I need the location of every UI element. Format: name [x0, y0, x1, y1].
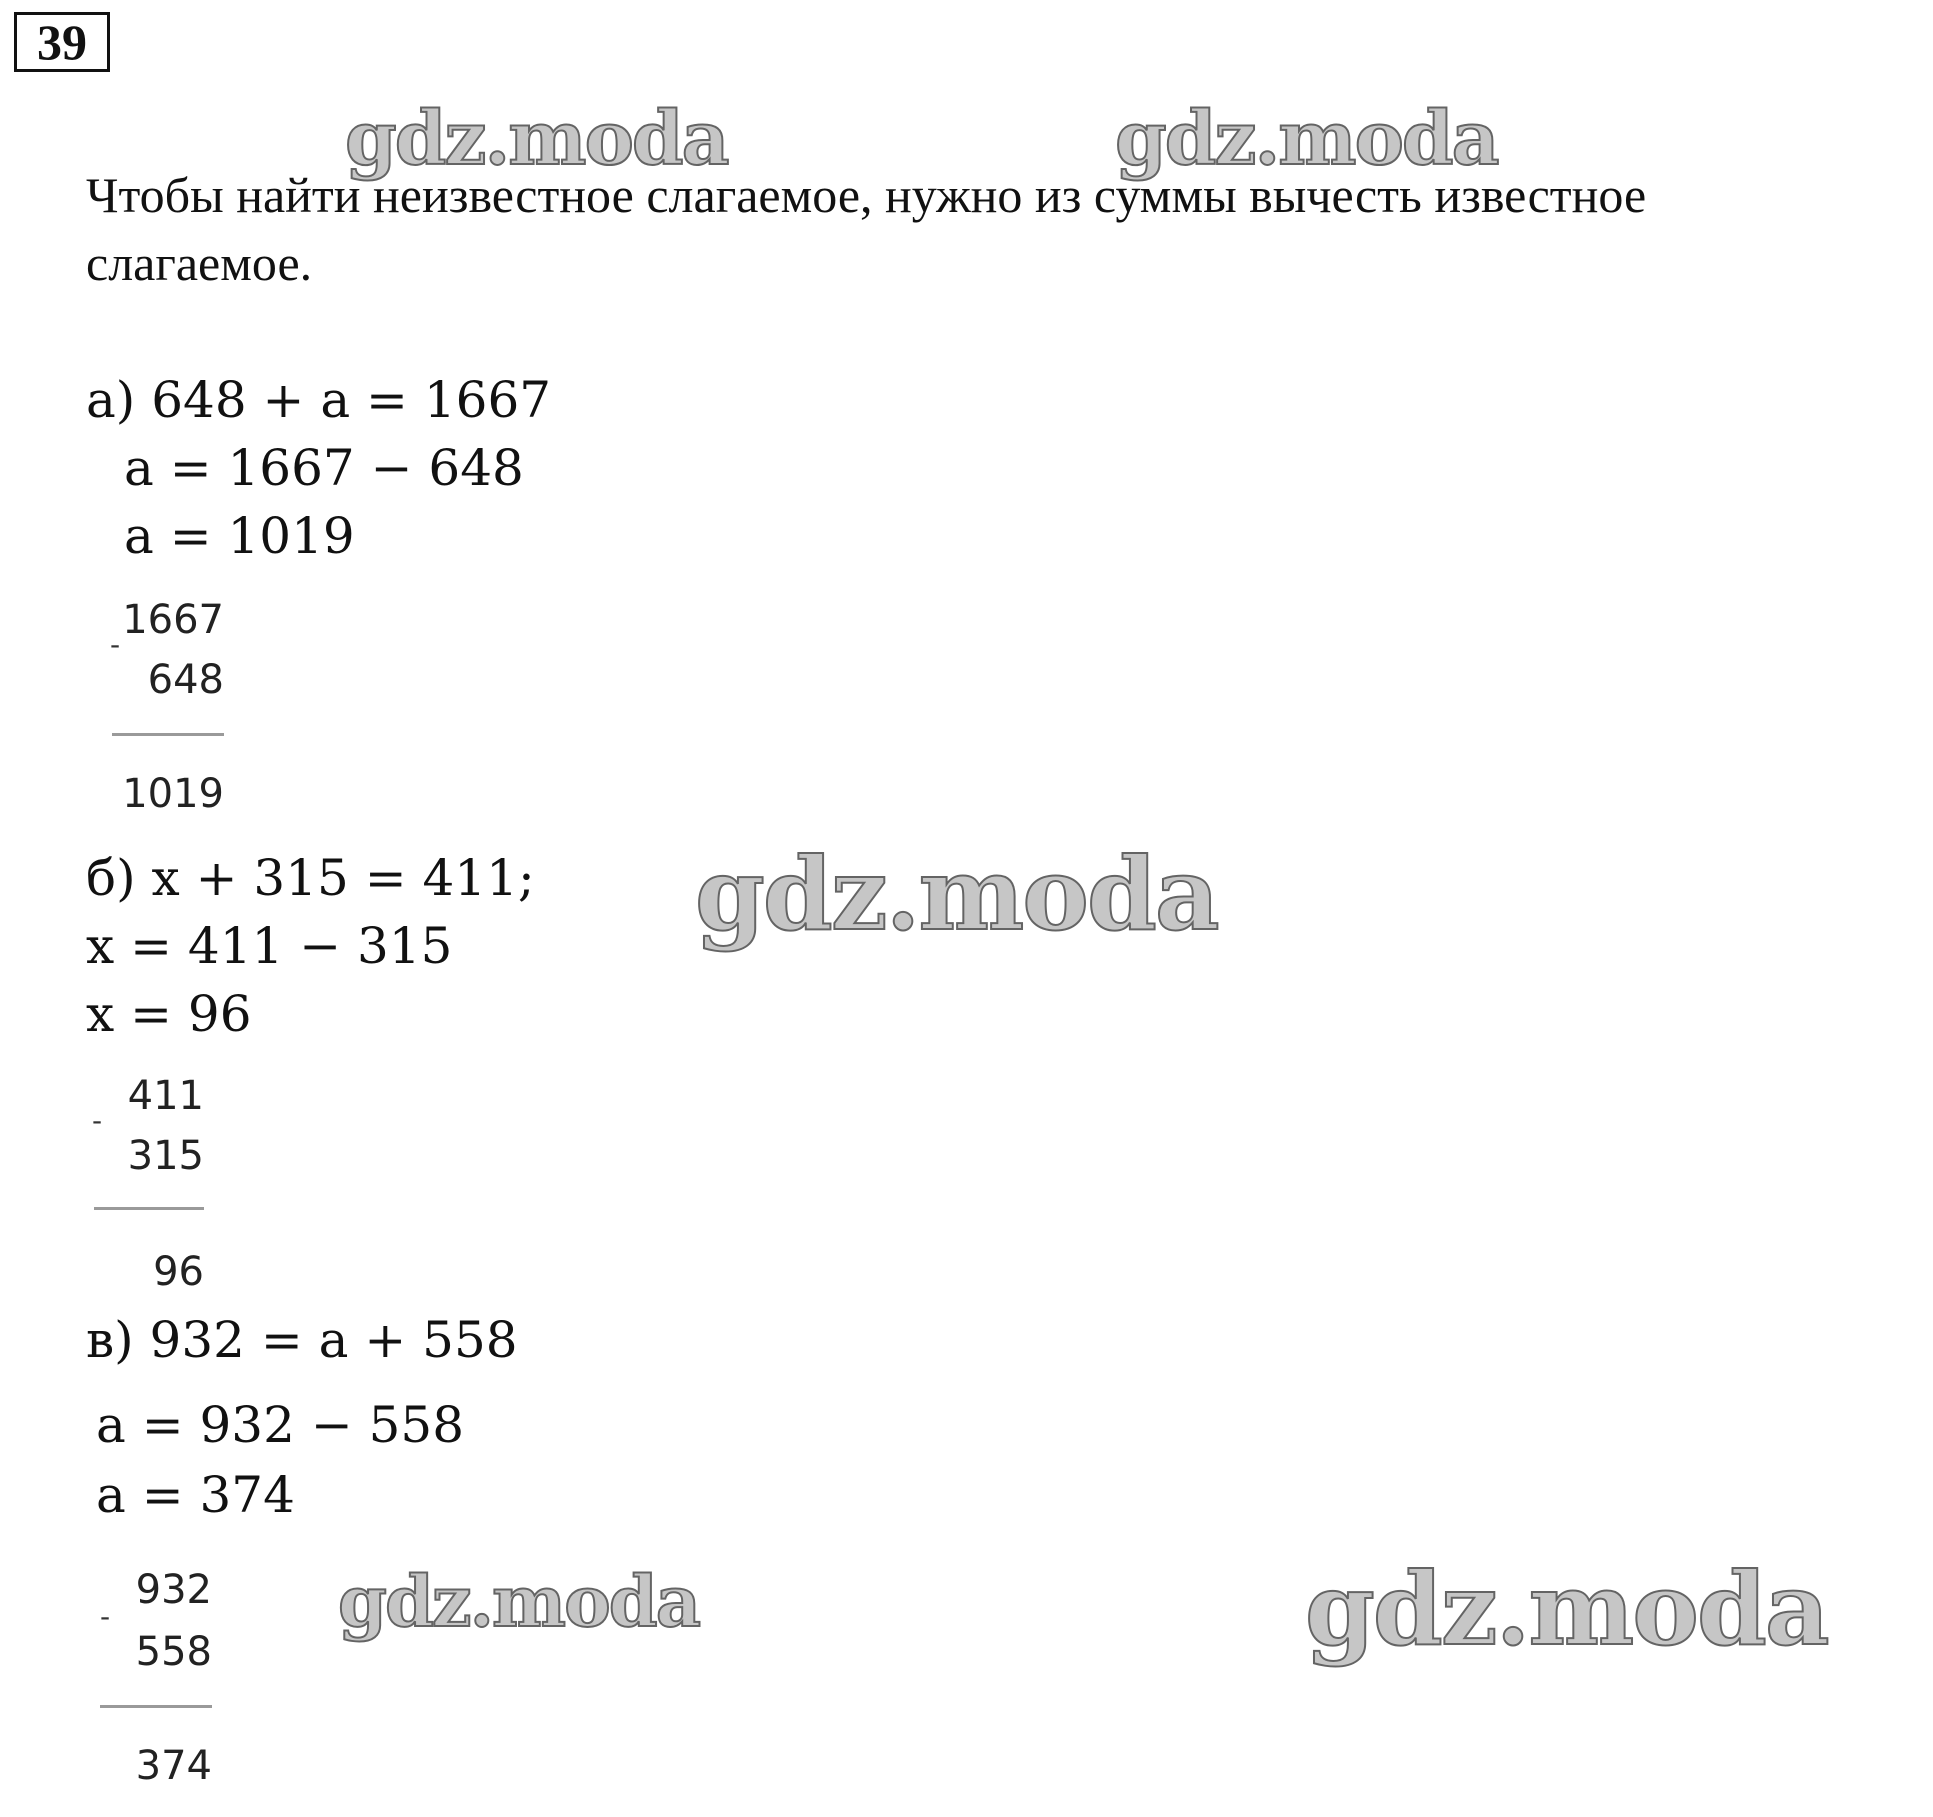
part-c-equation: в) 932 = a + 558	[86, 1311, 518, 1369]
part-b-minuend: 411	[127, 1073, 204, 1119]
part-c-subtrahend: 558	[135, 1629, 212, 1675]
rule-line-1: Чтобы найти неизвестное слагаемое, нужно из суммы вычесть известное	[86, 167, 1647, 223]
rule-line-2: слагаемое.	[86, 235, 313, 291]
part-b-column-line	[94, 1207, 204, 1210]
part-c-step-1: a = 932 − 558	[96, 1396, 465, 1454]
part-b-step-2: x = 96	[86, 985, 252, 1043]
part-a-step-1: a = 1667 − 648	[124, 439, 524, 497]
part-c-minus-sign: -	[100, 1600, 111, 1633]
part-c-minuend: 932	[135, 1567, 212, 1613]
part-a-minus-sign: -	[110, 628, 121, 661]
watermark-bottom-left: gdz.moda	[338, 1560, 700, 1643]
watermark-top-right: gdz.moda	[1115, 96, 1498, 182]
part-b-equation: б) x + 315 = 411;	[86, 849, 535, 907]
part-b-result: 96	[153, 1249, 204, 1295]
part-a-result: 1019	[122, 771, 224, 817]
part-c-result: 374	[135, 1743, 212, 1789]
part-a-equation: а) 648 + a = 1667	[86, 371, 552, 429]
watermark-bottom-right: gdz.moda	[1305, 1550, 1828, 1668]
part-b-step-1: x = 411 − 315	[86, 917, 453, 975]
task-number: 39	[14, 12, 110, 72]
watermark-top-left: gdz.moda	[345, 96, 728, 182]
part-c-step-2: a = 374	[96, 1466, 295, 1524]
part-a-subtrahend: 648	[147, 657, 224, 703]
part-a-column-line	[112, 733, 224, 736]
part-b-subtrahend: 315	[127, 1133, 204, 1179]
part-a-minuend: 1667	[122, 597, 224, 643]
part-a-step-2: a = 1019	[124, 507, 355, 565]
watermark-middle: gdz.moda	[695, 835, 1218, 953]
part-c-column-line	[100, 1705, 212, 1708]
part-b-minus-sign: -	[92, 1104, 103, 1137]
